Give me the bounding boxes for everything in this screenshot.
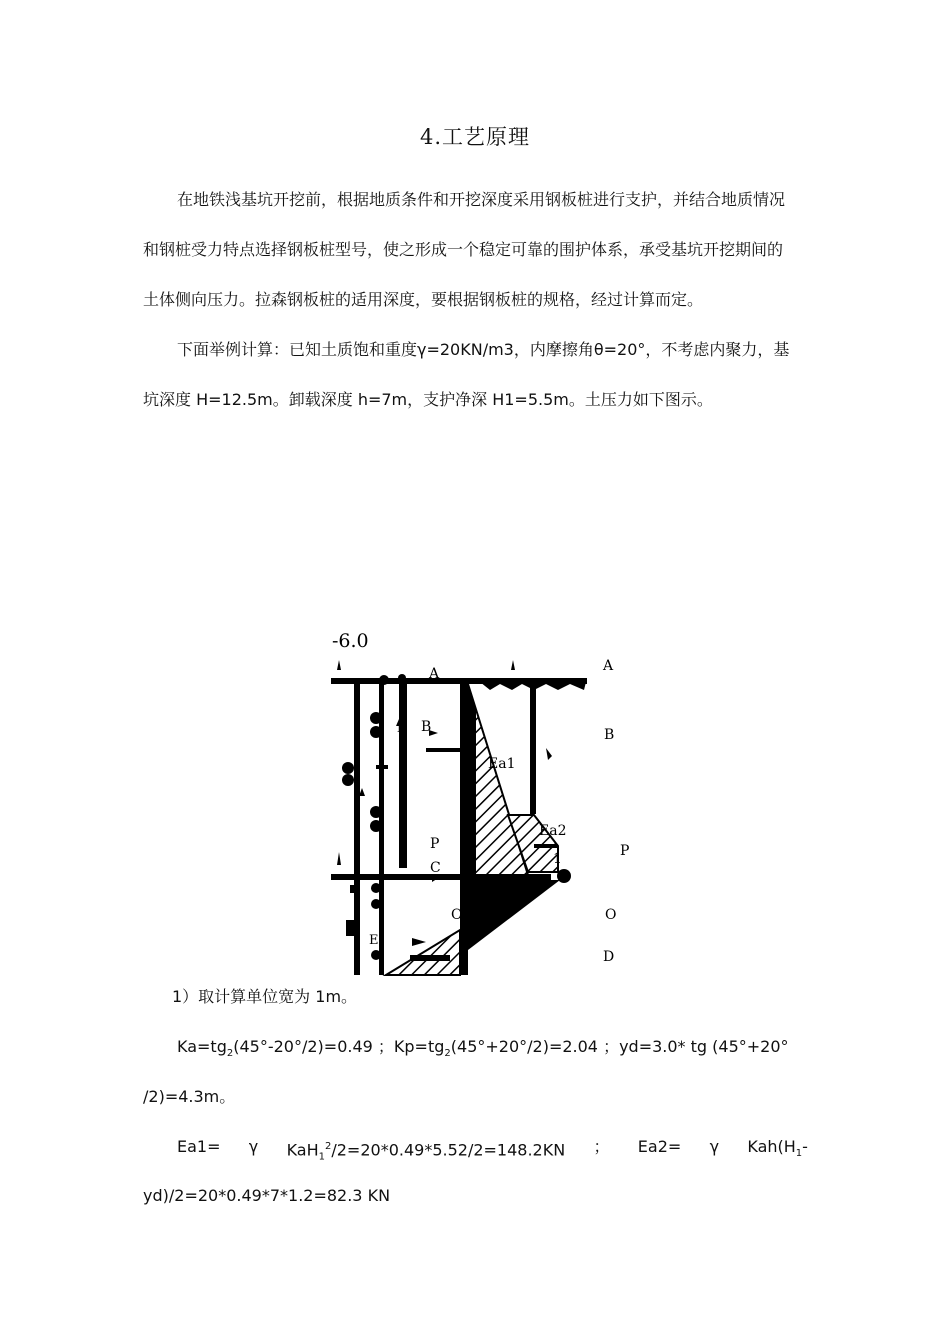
h1-subscript: 1 [318, 1151, 325, 1163]
ea1-formula-head: KaH [286, 1140, 319, 1160]
paragraph-2-line-2 [143, 388, 808, 412]
ea1-solid-edge [468, 684, 476, 880]
calc-ea-line [143, 1135, 808, 1163]
paragraph-1-line-2 [143, 238, 808, 262]
label-one: 1 [553, 851, 562, 867]
calc-ka-kp-continuation [143, 1085, 808, 1109]
label-b-right: B [604, 727, 615, 743]
h1-superscript: 2 [324, 1141, 332, 1152]
ka-subscript: 2 [226, 1048, 234, 1060]
sheet-pile-inner [399, 682, 407, 868]
separator: ； [593, 1137, 610, 1156]
label-c: C [430, 860, 441, 876]
step-1 [143, 985, 808, 1009]
gamma-symbol-2: γ [709, 1137, 720, 1156]
gamma-symbol: γ [248, 1137, 259, 1156]
lower-bar [468, 890, 523, 902]
ea1-formula-tail: /2=20*0.49*5.52/2=148.2KN [331, 1140, 566, 1160]
text: yd)/2=20*0.49*7*1.2=82.3 KN [143, 1186, 391, 1205]
h1-subscript-2: 1 [795, 1148, 803, 1160]
sheet-pile-main [460, 682, 468, 975]
text: 在地铁浅基坑开挖前，根据地质条件和开挖深度采用钢板桩进行支护，并结合地质情况 [177, 190, 786, 209]
text: 土体侧向压力。拉森钢板桩的适用深度，要根据钢板桩的规格，经过计算而定。 [143, 290, 704, 309]
ea2-label: Ea2= [637, 1137, 682, 1156]
calc-ka-kp-line [143, 1035, 808, 1059]
right-post [530, 684, 536, 814]
kp-text: (45°-20°/2)=0.49 ；Kp=tg [233, 1037, 445, 1056]
label-d: D [603, 949, 615, 965]
label-ea1: Ea1 [488, 756, 516, 772]
passive-bar [410, 955, 450, 961]
label-p-inner: P [430, 836, 440, 852]
ea1-formula [286, 1135, 566, 1163]
ka-text: Ka=tg [177, 1037, 227, 1056]
section-title: 4.工艺原理 [419, 125, 531, 149]
text: 1）取计算单位宽为 1m。 [172, 987, 358, 1006]
elevation-label: -6.0 [332, 630, 369, 652]
text: 下面举例计算：已知土质饱和重度γ=20KN/m3，内摩擦角θ=20°，不考虑内聚力，基 [177, 340, 790, 359]
ea2-bar [534, 844, 558, 848]
ea2-formula-tail: - [802, 1137, 808, 1156]
kp-subscript: 2 [444, 1048, 451, 1060]
label-n: N [397, 721, 408, 735]
passive-marker [412, 938, 426, 946]
label-b-inner: B [421, 719, 432, 735]
ea2-formula-head: Kah(H [747, 1137, 796, 1156]
label-ea2: Ea2 [539, 823, 567, 839]
passive-wedge [386, 930, 460, 975]
label-o-inner: O [451, 907, 463, 923]
label-p-right: P [620, 843, 630, 859]
text: 和钢桩受力特点选择钢板桩型号，使之形成一个稳定可靠的围护体系，承受基坑开挖期间的 [143, 240, 784, 259]
paragraph-1-line-3 [143, 288, 808, 312]
label-a-inner: A [429, 666, 440, 682]
yd-text: (45°+20°/2)=2.04 ；yd=3.0* tg (45°+20° [450, 1037, 789, 1056]
earth-pressure-diagram [320, 620, 640, 985]
paragraph-2-line-1 [143, 338, 808, 362]
text: /2)=4.3m。 [143, 1087, 236, 1106]
ea2-formula [747, 1135, 808, 1159]
calc-ea-continuation [143, 1184, 808, 1208]
ea1-label: Ea1= [177, 1137, 221, 1156]
label-a-right: A [603, 658, 614, 674]
label-e: E [369, 933, 379, 948]
paragraph-1-line-1 [143, 188, 808, 212]
label-o-right: O [605, 907, 617, 923]
text: 坑深度 H=12.5m。卸载深度 h=7m，支护净深 H1=5.5m。土压力如下图示。 [143, 390, 713, 409]
